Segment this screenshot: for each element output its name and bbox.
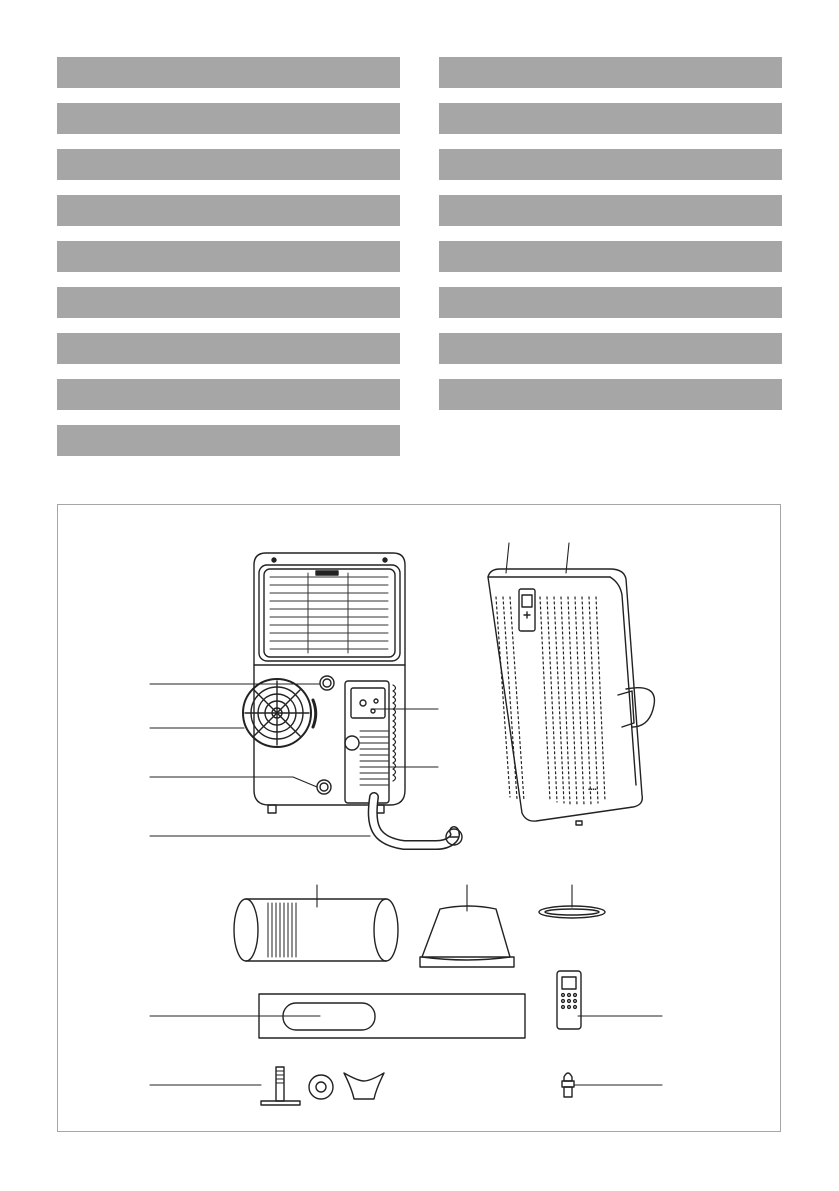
- index-bar[interactable]: [57, 333, 400, 364]
- window-adapter-ring: [539, 885, 605, 918]
- remote-control: [557, 971, 662, 1029]
- hose-adapter: [420, 885, 514, 967]
- parts-illustration: [58, 505, 782, 1133]
- index-bar[interactable]: [439, 333, 782, 364]
- unit-rear-view: [243, 553, 462, 845]
- index-bar[interactable]: [57, 57, 400, 88]
- index-bar[interactable]: [57, 425, 400, 456]
- parts-overview-figure: [57, 504, 781, 1132]
- index-bar[interactable]: [439, 379, 782, 410]
- index-bar[interactable]: [57, 287, 400, 318]
- index-bar[interactable]: [439, 103, 782, 134]
- index-bar[interactable]: [439, 149, 782, 180]
- index-bar[interactable]: [439, 57, 782, 88]
- index-bar[interactable]: [439, 195, 782, 226]
- index-bar[interactable]: [439, 241, 782, 272]
- unit-front-view: [488, 569, 654, 825]
- screw-set: [150, 1067, 384, 1105]
- svg-text:▪▪▪▪: ▪▪▪▪: [588, 787, 597, 793]
- index-bar[interactable]: [57, 195, 400, 226]
- index-bar[interactable]: [57, 149, 400, 180]
- index-bar[interactable]: [57, 103, 400, 134]
- index-bar[interactable]: [57, 241, 400, 272]
- index-bar[interactable]: [57, 379, 400, 410]
- window-slider-panel: [150, 994, 525, 1038]
- drain-plug: [562, 1073, 662, 1097]
- index-bar[interactable]: [439, 287, 782, 318]
- language-index: [0, 0, 839, 470]
- exhaust-hose: [234, 885, 398, 961]
